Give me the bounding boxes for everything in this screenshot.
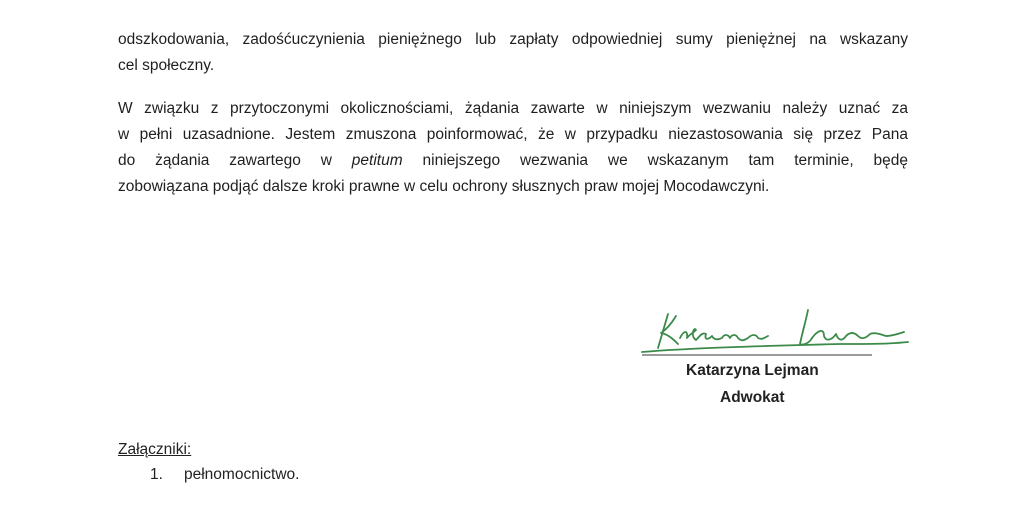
signature-ink xyxy=(642,310,908,352)
paragraph-2-line-4: zobowiązana podjąć dalsze kroki prawne w celu ochrony słusznych praw mojej Mocodawczyni. xyxy=(118,178,770,195)
signatory-title: Adwokat xyxy=(720,389,785,406)
paragraph-2-line-3-italic: petitum xyxy=(351,152,403,169)
handwritten-signature xyxy=(640,300,910,362)
paragraph-1-line-1: odszkodowania, zadośćuczynienia pieniężnego lub zapłaty odpowiedniej sumy pieniężnej na wskazany xyxy=(118,31,908,48)
list-item-number: 1. xyxy=(150,466,163,483)
paragraph-2-line-3 xyxy=(118,148,908,174)
list-item-label: pełnomocnictwo. xyxy=(184,466,300,483)
paragraph-2-line-3-after: niniejszego wezwania we wskazanym tam terminie, będę xyxy=(402,152,909,169)
signatory-name: Katarzyna Lejman xyxy=(686,362,819,379)
attachments-list xyxy=(150,466,299,484)
paragraph-1-line-2: cel społeczny. xyxy=(118,57,215,74)
paragraph-1 xyxy=(118,27,908,79)
paragraph-2-line-2: w pełni uzasadnione. Jestem zmuszona poinformować, że w przypadku niezastosowania się przez Pana xyxy=(118,126,908,143)
paragraph-2-line-3-before: do żądania zawartego w xyxy=(118,152,352,169)
attachments-heading: Załączniki: xyxy=(118,441,192,458)
list-item xyxy=(150,466,299,484)
paragraph-2-line-1: W związku z przytoczonymi okolicznościami, żądania zawarte w niniejszym wezwaniu należy uznać za xyxy=(118,100,908,117)
paragraph-2 xyxy=(118,96,908,200)
